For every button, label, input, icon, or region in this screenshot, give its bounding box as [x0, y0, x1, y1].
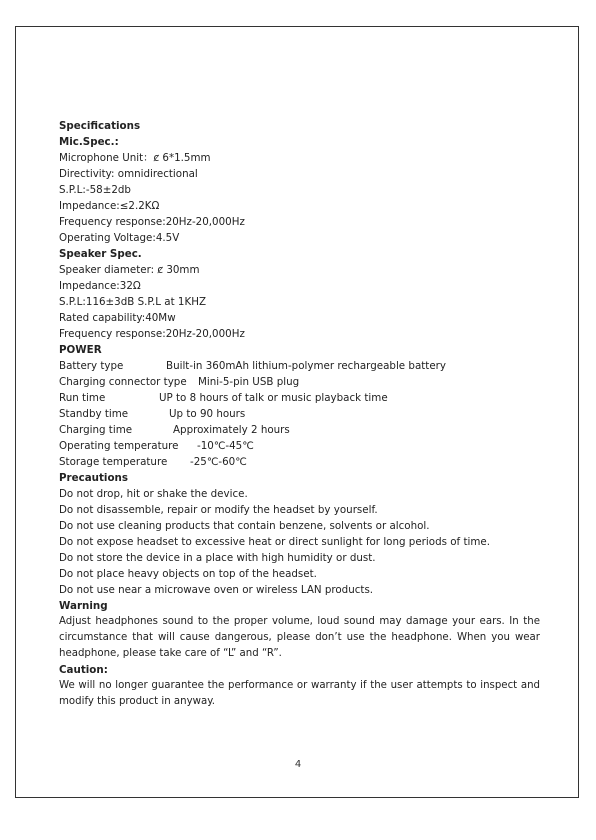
- caution-paragraph: We will no longer guarantee the performance or warranty if the user attempts to inspect and modify this product in anyway.: [59, 680, 540, 707]
- power-value: Mini-5-pin USB plug: [198, 376, 300, 388]
- mic-spec-line: Directivity: omnidirectional: [59, 168, 198, 180]
- power-row: [59, 390, 540, 406]
- mic-spec-line: Frequency response:20Hz-20,000Hz: [59, 216, 245, 228]
- precaution-item: Do not expose headset to excessive heat or direct sunlight for long periods of time.: [59, 536, 490, 548]
- precaution-item: Do not use cleaning products that contain benzene, solvents or alcohol.: [59, 520, 430, 532]
- precaution-item: Do not drop, hit or shake the device.: [59, 488, 248, 500]
- power-value: -10℃-45℃: [197, 440, 254, 452]
- power-value: Approximately 2 hours: [173, 424, 290, 436]
- mic-spec-line: S.P.L:-58±2db: [59, 184, 131, 196]
- specifications-heading: Specifications: [59, 120, 141, 132]
- precaution-item: Do not use near a microwave oven or wireless LAN products.: [59, 584, 374, 596]
- power-row: [59, 454, 540, 470]
- warning-paragraph: Adjust headphones sound to the proper volume, loud sound may damage your ears. In the circumstance that will cause dangerous, please don’t use the headphone. When you wear headphone, please take care of “L” and “R”.: [59, 616, 540, 659]
- mic-spec-heading: Mic.Spec.:: [59, 136, 119, 148]
- speaker-spec-line: Rated capability:40Mw: [59, 312, 176, 324]
- precaution-item: Do not store the device in a place with high humidity or dust.: [59, 552, 376, 564]
- precaution-item: Do not disassemble, repair or modify the headset by yourself.: [59, 504, 378, 516]
- power-key: Run time: [59, 392, 106, 404]
- mic-spec-line: Operating Voltage:4.5V: [59, 232, 180, 244]
- power-value: -25℃-60℃: [190, 456, 247, 468]
- power-key: Operating temperature: [59, 440, 179, 452]
- power-heading: POWER: [59, 344, 102, 356]
- precaution-item: Do not place heavy objects on top of the headset.: [59, 568, 317, 580]
- power-value: Up to 90 hours: [169, 408, 246, 420]
- warning-heading: Warning: [59, 600, 108, 612]
- speaker-spec-line: Frequency response:20Hz-20,000Hz: [59, 328, 245, 340]
- mic-spec-line: Microphone Unit：ȼ 6*1.5mm: [59, 152, 211, 164]
- caution-heading: Caution:: [59, 664, 108, 676]
- power-row: [59, 438, 540, 454]
- power-row: [59, 422, 540, 438]
- power-key: Standby time: [59, 408, 129, 420]
- document-body: [59, 118, 540, 710]
- power-key: Charging connector type: [59, 376, 187, 388]
- power-key: Storage temperature: [59, 456, 168, 468]
- speaker-spec-line: Speaker diameter: ȼ 30mm: [59, 264, 200, 276]
- page-number: 4: [294, 759, 302, 770]
- speaker-spec-line: S.P.L:116±3dB S.P.L at 1KHZ: [59, 296, 207, 308]
- power-row: [59, 406, 540, 422]
- precautions-heading: Precautions: [59, 472, 128, 484]
- power-key: Battery type: [59, 360, 124, 372]
- power-key: Charging time: [59, 424, 133, 436]
- speaker-spec-line: Impedance:32Ω: [59, 280, 141, 292]
- speaker-spec-heading: Speaker Spec.: [59, 248, 142, 260]
- power-row: [59, 374, 540, 390]
- power-value: Built-in 360mAh lithium-polymer rechargeable battery: [166, 360, 446, 372]
- power-value: UP to 8 hours of talk or music playback time: [159, 392, 388, 404]
- power-row: [59, 358, 540, 374]
- mic-spec-line: Impedance:≤2.2KΩ: [59, 200, 160, 212]
